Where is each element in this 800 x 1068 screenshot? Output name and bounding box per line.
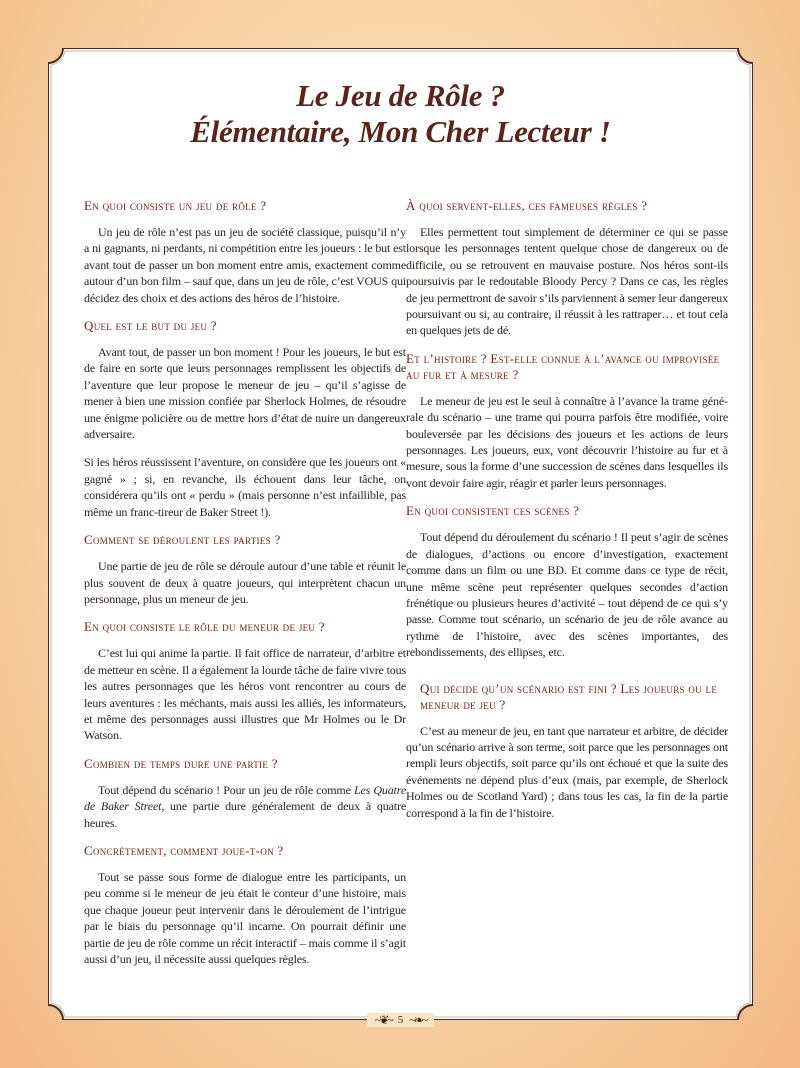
paragraph: C’est au meneur de jeu, en tant que narrateur et arbitre, de décider qu’un scénario arrive à son terme, soit parce que les personnages ont rempli leurs objectifs, soit parce qu’ils ont échoué et que la suite des événements ne dépend plus d’eux (mais, par exemple, de Sherlock Holmes ou de Scotland Yard) ; dans tous les cas, la fin de la partie correspond à la fin de l’histoire. bbox=[406, 723, 728, 820]
paragraph: Tout se passe sous forme de dialogue entre les participants, un peu comme si le meneur de jeu était le conteur d’une histoire, mais que chaque joueur peut intervenir dans le déroulement de l’intrigue par le biais du personnage qu’il incarne. On pourrait définir une partie de jeu de rôle comme un récit interactif – mais comme il s’agit aussi d’un jeu, il nécessite aussi quelques règles. bbox=[84, 869, 406, 966]
paragraph: Elles permettent tout simplement de déterminer ce qui se passe lorsque les personnages tentent quelque chose de dangereux ou de difficile, ou se retrouvent en mauvaise posture. Nos héros sont-ils poursuivis par le redoutable Bloody Percy ? Dans ce cas, les règles de jeu permettront de savoir s’ils parviennent à semer leur dangereux poursuivant ou si, au contraire, il réussit à les rattraper… et tout cela en quelques jets de dé. bbox=[406, 225, 728, 338]
paragraph: Si les héros réussissent l’aventure, on considère que les joueurs ont « gagné » ; si, en revanche, ils échouent dans leur tâche, on considérera qu’ils ont « perdu » (mais personne n’est infaillible, pas même un franc-tireur de Baker Street !). bbox=[84, 455, 406, 519]
paragraph bbox=[84, 782, 406, 831]
paragraph: Un jeu de rôle n’est pas un jeu de société classique, puisqu’il n’y a ni gagnants, ni perdants, ni compétition entre les joueurs : le but est avant tout de passer un bon moment entre amis, exactement comme autour d’un bon film – sauf que, dans un jeu de rôle, c’est VOUS qui décidez des choix et des actions des héros de l’histoire. bbox=[84, 225, 406, 305]
page-footer bbox=[48, 1013, 753, 1027]
page-title bbox=[48, 78, 753, 150]
section-heading: En quoi consiste le rôle du meneur de jeu ? bbox=[84, 619, 325, 635]
book-title: Les Quatre de Baker Street bbox=[84, 782, 406, 814]
section bbox=[406, 503, 728, 660]
title-line-1: Le Jeu de Rôle ? bbox=[296, 78, 505, 113]
paragraph: Une partie de jeu de rôle se déroule autour d’une table et réunit le plus souvent de deux à quatre joueurs, qui interprètent chacun un personnage, plus un meneur de jeu. bbox=[84, 559, 406, 606]
section bbox=[84, 198, 406, 306]
section bbox=[84, 843, 406, 967]
section bbox=[406, 681, 728, 821]
title-line-2: Élémentaire, Mon Cher Lecteur ! bbox=[190, 114, 611, 149]
section-heading: Concrètement, comment joue-t-on ? bbox=[84, 842, 284, 858]
section-heading: En quoi consiste un jeu de rôle ? bbox=[84, 198, 267, 213]
footer-ornament bbox=[367, 1013, 435, 1027]
paragraph: Le meneur de jeu est le seul à connaître à l’avance la trame générale du scénario – une trame qui pourra parfois être modifiée, voire bouleversée par les décisions des joueurs et les actions de leurs personnages. Les joueurs, eux, vont découvrir l’histoire au fur et à mesure, sous la forme d’une succession de scènes dans lesquelles ils vont devoir faire agir, réagir et parler leurs personnages. bbox=[406, 393, 728, 490]
section-heading: Quel est le but du jeu ? bbox=[84, 318, 217, 334]
section-heading: Qui décide qu’un scénario est fini ? Les joueurs ou le meneur de jeu ? bbox=[420, 680, 718, 712]
section bbox=[84, 756, 406, 831]
section bbox=[406, 351, 728, 491]
left-column bbox=[84, 198, 406, 979]
section-heading: À quoi servent-elles, ces fameuses règles ? bbox=[406, 198, 648, 213]
section-heading: Combien de temps dure une partie ? bbox=[84, 755, 278, 771]
section bbox=[84, 318, 406, 520]
section-heading: En quoi consistent ces scènes ? bbox=[406, 503, 580, 519]
text: , une partie dure généralement de deux à quatre heures. bbox=[84, 799, 406, 830]
paragraph: Avant tout, de passer un bon moment ! Pour les joueurs, le but est de faire en sorte que leurs personnages remplissent les objectifs de l’aventure que leur propose le meneur de jeu – qu’il s’agisse de mener à bien une mission confiée par Sherlock Holmes, de résoudre une énigme policière ou de mettre hors d’état de nuire un dangereux adversaire. bbox=[84, 345, 406, 442]
page-number: 5 bbox=[397, 1014, 404, 1026]
paragraph: Tout dépend du déroulement du scénario ! Il peut s’agir de scènes de dialogues, d’actions ou encore d’investigation, exactement comme dans un film ou une BD. Et comme dans ce type de récit, une même scène peut représenter quelques secondes d’action frénétique ou plusieurs heures d’activité – tout dépend de ce qui s’y passe. Comme tout scénario, un scénario de jeu de rôle avance au rythme de l’histoire, avec des scènes importantes, des rebondissements, des ellipses, etc. bbox=[406, 530, 728, 660]
flourish-right-icon: ~❧~ bbox=[409, 1013, 427, 1027]
right-column bbox=[406, 198, 728, 833]
text: Tout dépend du scénario ! Pour un jeu de rôle comme bbox=[98, 782, 354, 797]
paragraph: C’est lui qui anime la partie. Il fait office de narrateur, d’arbitre et de metteur en scène. Il a également la lourde tâche de faire vivre tous les autres personnages que les héros vont rencontrer au cours de leurs aventures : les méchants, mais aussi les alliés, les informateurs, et même des personnages aussi illustres que Mr Holmes ou le Dr Watson. bbox=[84, 646, 406, 743]
page-frame bbox=[48, 48, 753, 1027]
section bbox=[406, 198, 728, 339]
section-heading: Et l’histoire ? Est-elle connue à l’avance ou improvisée au fur et à mesure ? bbox=[406, 350, 720, 382]
section bbox=[84, 619, 406, 743]
section bbox=[84, 532, 406, 607]
section-heading: Comment se déroulent les parties ? bbox=[84, 532, 281, 548]
flourish-left-icon: ~❦~ bbox=[374, 1013, 392, 1027]
